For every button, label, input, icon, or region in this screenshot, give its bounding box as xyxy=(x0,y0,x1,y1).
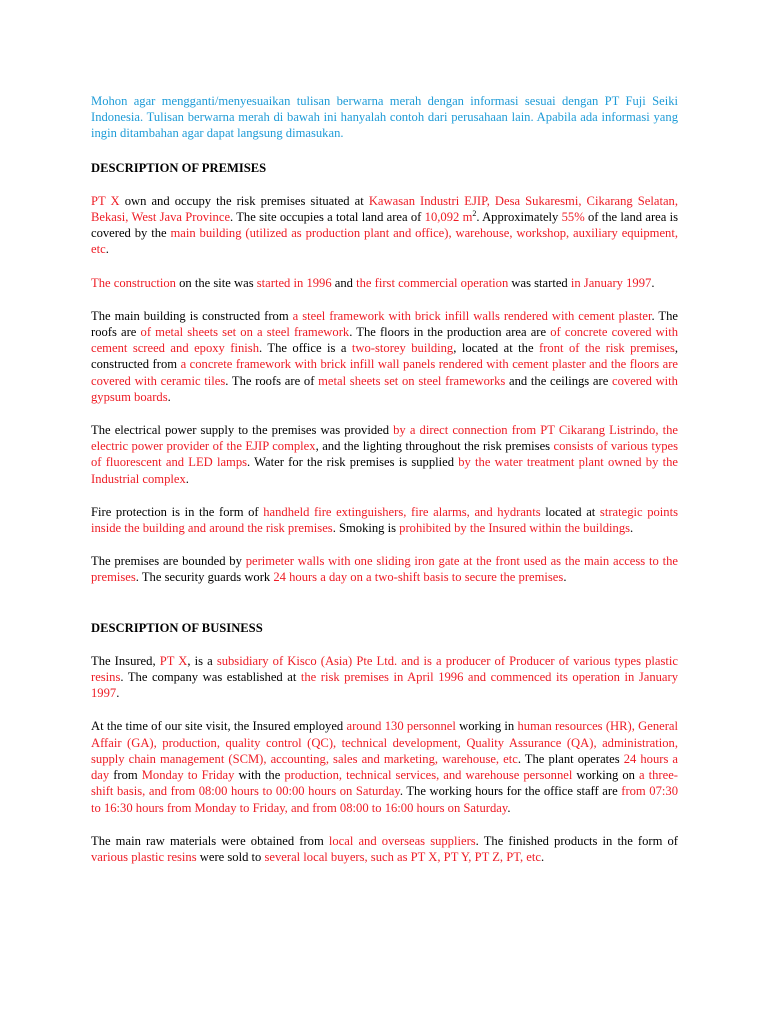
body-text: , is a xyxy=(187,653,217,668)
body-text: and the ceilings are xyxy=(505,373,613,388)
placeholder-text: two-storey building xyxy=(351,341,454,356)
intro-instruction: Mohon agar mengganti/menyesuaikan tulisan berwarna merah dengan informasi sesuai dengan PT Fuji Seiki Indonesia. Tulisan berwarna merah di bawah ini hanyalah contoh dari perusahaan lain. Apabila ada informasi yang ingin ditambahan agar dapat langsung dimasukan. xyxy=(91,94,678,141)
body-text: The main raw materials were obtained from xyxy=(91,833,329,848)
placeholder-text: 10,092 m xyxy=(424,210,473,225)
placeholder-text: handheld fire extinguishers, fire alarms, and hydrants xyxy=(263,504,541,519)
paragraph xyxy=(91,308,678,405)
body-text: . xyxy=(651,275,655,290)
placeholder-text: various plastic resins xyxy=(91,849,197,864)
paragraph xyxy=(91,718,678,815)
body-text: . The site occupies a total land area of xyxy=(230,210,425,225)
body-text: . xyxy=(630,521,634,536)
body-text: . xyxy=(563,570,567,585)
paragraph xyxy=(91,653,678,702)
body-text: was started xyxy=(508,275,571,290)
body-text: . The roofs are xyxy=(91,308,679,340)
placeholder-text: perimeter walls with one sliding iron gate at the front used as the main access to the premises xyxy=(91,554,678,585)
placeholder-text: consists of various types of fluorescent and LED lamps xyxy=(91,439,678,470)
body-text: . The company was established at xyxy=(120,670,301,685)
paragraph xyxy=(91,275,678,291)
paragraph xyxy=(91,833,678,865)
placeholder-text: covered with gypsum boards xyxy=(91,373,678,404)
placeholder-text: of concrete covered with cement screed and epoxy finish xyxy=(91,325,679,356)
body-text: from xyxy=(109,768,142,783)
placeholder-text: Kawasan Industri EJIP, Desa Sukaresmi, Cikarang Selatan, Bekasi, West Java Province xyxy=(91,193,678,225)
body-text: . xyxy=(185,471,189,486)
body-text: located at xyxy=(540,504,600,519)
body-text: The premises are bounded by xyxy=(91,554,246,569)
body-text: . The floors in the production area are xyxy=(349,325,551,340)
paragraph xyxy=(91,504,678,536)
body-text: . xyxy=(507,800,511,815)
body-text: . The security guards work xyxy=(135,570,274,585)
body-text: of the land area is covered by the xyxy=(91,210,678,241)
placeholder-text: Monday to Friday xyxy=(141,768,235,783)
placeholder-text: from 07:30 to 16:30 hours from Monday to Friday, and from 08:00 to 16:00 hours on Saturday xyxy=(91,784,678,815)
paragraph xyxy=(91,553,678,585)
body-text: . The office is a xyxy=(259,341,352,356)
placeholder-text: a steel framework with brick infill walls rendered with cement plaster xyxy=(292,308,652,323)
placeholder-text: around 130 personnel xyxy=(346,719,456,734)
placeholder-text: metal sheets set on steel frameworks xyxy=(318,373,506,388)
body-text: and xyxy=(331,275,357,290)
placeholder-text: 24 hours a day xyxy=(91,751,679,783)
body-text: . xyxy=(116,686,120,701)
body-text: . xyxy=(105,242,109,257)
body-text: working in xyxy=(455,719,518,734)
body-text: with the xyxy=(234,768,285,783)
placeholder-text: local and overseas suppliers xyxy=(328,833,476,848)
body-text: . Approximately xyxy=(476,210,562,225)
placeholder-text: the risk premises in April 1996 and commenced its operation in January 1997 xyxy=(91,670,678,701)
placeholder-text: 55% xyxy=(561,210,585,225)
body-text: on the site was xyxy=(175,275,257,290)
placeholder-text: subsidiary of Kisco (Asia) Pte Ltd. and is a producer of Producer of various types plastic resins xyxy=(91,653,679,685)
placeholder-text: production, technical services, and warehouse personnel xyxy=(284,768,573,783)
placeholder-text: PT X xyxy=(91,193,120,208)
placeholder-text: 24 hours a day on a two-shift basis to secure the premises xyxy=(273,570,564,585)
body-text: were sold to xyxy=(196,849,265,864)
body-text: . xyxy=(540,849,545,864)
body-text: . Smoking is xyxy=(332,521,400,536)
body-text: . Water for the risk premises is supplied xyxy=(247,455,459,470)
body-text: working on xyxy=(572,768,640,783)
placeholder-text: strategic points inside the building and around the risk premises xyxy=(91,504,678,536)
body-text: 2 xyxy=(472,208,477,218)
placeholder-text: the first commercial operation xyxy=(356,275,509,290)
body-text: . xyxy=(167,389,171,404)
body-text: The Insured, xyxy=(91,653,160,668)
body-text: . The working hours for the office staff are xyxy=(399,784,622,799)
paragraph xyxy=(91,193,678,258)
heading-premises: DESCRIPTION OF PREMISES xyxy=(91,160,267,175)
body-text: . The finished products in the form of xyxy=(475,833,679,848)
placeholder-text: human resources (HR), General Affair (GA), production, quality control (QC), technical development, Quality Assurance (QA), administration, supply chain management (SCM), accounting, sales and marketing, warehouse, etc xyxy=(91,719,678,766)
placeholder-text: prohibited by the Insured within the buildings xyxy=(399,521,631,536)
placeholder-text: by a direct connection from PT Cikarang Listrindo, the electric power provider of the EJIP complex xyxy=(91,423,678,454)
placeholder-text: of metal sheets set on a steel framework xyxy=(140,325,350,340)
placeholder-text: a concrete framework with brick infill wall panels rendered with cement plaster and the floors are covered with ceramic tiles xyxy=(91,357,678,388)
placeholder-text: PT X xyxy=(159,653,188,668)
placeholder-text: started in 1996 xyxy=(256,275,332,290)
paragraph xyxy=(91,422,678,487)
placeholder-text: by the water treatment plant owned by the Industrial complex xyxy=(91,455,678,486)
placeholder-text: a three-shift basis, and from 08:00 hours to 00:00 hours on Saturday xyxy=(91,768,678,799)
body-text: . The plant operates xyxy=(517,751,624,766)
body-text: . The roofs are of xyxy=(225,373,319,388)
placeholder-text: front of the risk premises xyxy=(539,341,675,356)
placeholder-text: in January 1997 xyxy=(570,275,652,290)
body-text: At the time of our site visit, the Insured employed xyxy=(91,719,347,734)
placeholder-text: The construction xyxy=(91,275,176,290)
body-text: The electrical power supply to the premises was provided xyxy=(91,423,394,438)
body-text: The main building is constructed from xyxy=(91,308,293,323)
body-text: , constructed from xyxy=(91,341,679,372)
placeholder-text: several local buyers, such as PT X, PT Y, PT Z, PT, etc xyxy=(264,849,541,864)
body-text: own and occupy the risk premises situated at xyxy=(119,193,369,208)
body-text: Fire protection is in the form of xyxy=(91,504,264,519)
body-text: , located at the xyxy=(453,341,540,356)
placeholder-text: main building (utilized as production plant and office), warehouse, workshop, auxiliary equipment, etc xyxy=(91,226,679,257)
heading-business: DESCRIPTION OF BUSINESS xyxy=(91,620,263,635)
body-text: , and the lighting throughout the risk premises xyxy=(315,439,554,454)
